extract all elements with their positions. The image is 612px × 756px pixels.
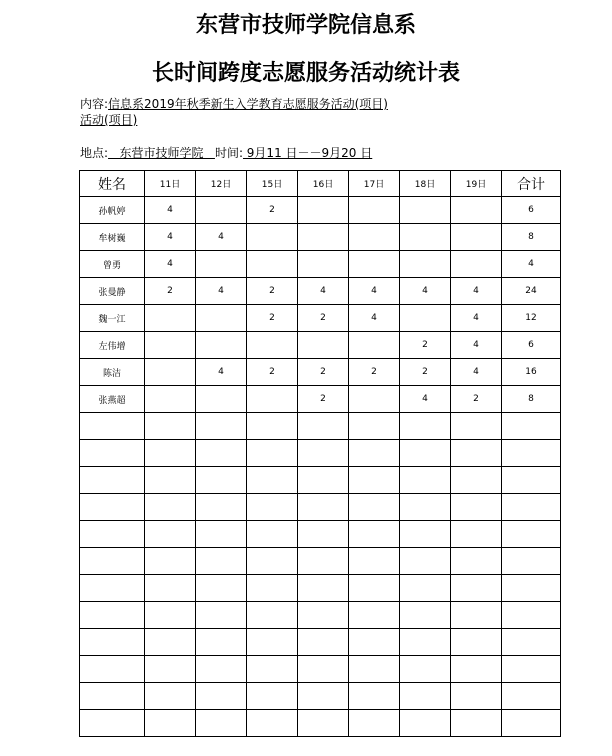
hours-cell (145, 332, 196, 359)
hours-cell (196, 548, 247, 575)
hours-cell: 4 (451, 359, 502, 386)
hours-cell (196, 467, 247, 494)
name-cell (80, 467, 145, 494)
table-row (80, 413, 561, 440)
hours-cell (196, 710, 247, 737)
total-cell: 8 (502, 224, 561, 251)
table-row (80, 710, 561, 737)
name-cell: 陈洁 (80, 359, 145, 386)
hours-cell (400, 602, 451, 629)
hours-cell (349, 440, 400, 467)
hours-cell (400, 251, 451, 278)
table-row (80, 683, 561, 710)
time-label: 时间: (214, 146, 243, 160)
hours-cell (451, 224, 502, 251)
hours-cell (247, 548, 298, 575)
hours-cell (145, 494, 196, 521)
hours-cell (298, 413, 349, 440)
hours-cell (400, 575, 451, 602)
hours-cell (349, 575, 400, 602)
hours-cell (196, 413, 247, 440)
table-row (80, 656, 561, 683)
hours-cell (196, 197, 247, 224)
hours-cell: 4 (196, 278, 247, 305)
hours-cell (400, 521, 451, 548)
hours-cell (196, 440, 247, 467)
hours-cell (298, 575, 349, 602)
hours-cell (451, 656, 502, 683)
hours-cell (298, 251, 349, 278)
table-row (80, 467, 561, 494)
hours-cell (349, 548, 400, 575)
hours-cell: 2 (145, 278, 196, 305)
table-row (80, 521, 561, 548)
hours-cell (400, 710, 451, 737)
name-cell (80, 521, 145, 548)
total-cell: 4 (502, 251, 561, 278)
column-header: 15日 (247, 171, 298, 197)
hours-cell (451, 251, 502, 278)
hours-cell (400, 656, 451, 683)
hours-cell (145, 629, 196, 656)
table-row (80, 494, 561, 521)
hours-cell (349, 494, 400, 521)
table-row (80, 359, 561, 386)
hours-cell (247, 629, 298, 656)
hours-cell (145, 413, 196, 440)
hours-cell (145, 548, 196, 575)
column-header: 合计 (502, 171, 561, 197)
hours-cell (247, 332, 298, 359)
hours-cell (400, 494, 451, 521)
name-cell: 左伟增 (80, 332, 145, 359)
total-cell (502, 440, 561, 467)
hours-cell (298, 710, 349, 737)
name-cell (80, 494, 145, 521)
hours-cell (349, 386, 400, 413)
hours-cell (349, 602, 400, 629)
hours-cell (145, 386, 196, 413)
hours-cell (451, 710, 502, 737)
hours-cell (145, 440, 196, 467)
hours-cell (400, 629, 451, 656)
hours-cell (400, 467, 451, 494)
hours-cell (451, 629, 502, 656)
name-cell (80, 548, 145, 575)
name-cell: 张曼静 (80, 278, 145, 305)
hours-cell (298, 656, 349, 683)
hours-cell (298, 332, 349, 359)
hours-cell (145, 305, 196, 332)
hours-cell (298, 197, 349, 224)
hours-cell (196, 251, 247, 278)
time-value: 9月11 日－－9月20 日 (242, 146, 373, 160)
total-cell (502, 494, 561, 521)
column-header: 12日 (196, 171, 247, 197)
total-cell (502, 467, 561, 494)
hours-cell (451, 521, 502, 548)
column-header: 16日 (298, 171, 349, 197)
name-cell (80, 656, 145, 683)
hours-cell (298, 521, 349, 548)
hours-cell (400, 224, 451, 251)
table-row (80, 197, 561, 224)
hours-cell (298, 494, 349, 521)
name-cell (80, 413, 145, 440)
content-field (80, 96, 580, 128)
name-cell: 曾勇 (80, 251, 145, 278)
total-cell (502, 683, 561, 710)
table-row (80, 575, 561, 602)
hours-cell: 2 (400, 359, 451, 386)
hours-cell (247, 494, 298, 521)
name-cell (80, 440, 145, 467)
hours-cell (247, 386, 298, 413)
name-cell: 张燕超 (80, 386, 145, 413)
total-cell (502, 602, 561, 629)
table-row (80, 251, 561, 278)
hours-cell: 4 (400, 278, 451, 305)
hours-cell (298, 467, 349, 494)
hours-cell (451, 197, 502, 224)
table-header-row (80, 171, 561, 197)
hours-cell (298, 602, 349, 629)
total-cell: 12 (502, 305, 561, 332)
hours-cell (196, 305, 247, 332)
hours-cell (145, 683, 196, 710)
hours-cell: 2 (247, 197, 298, 224)
hours-cell: 2 (247, 305, 298, 332)
hours-cell (247, 521, 298, 548)
hours-cell (451, 440, 502, 467)
hours-cell (196, 386, 247, 413)
volunteer-stats-table (79, 170, 561, 737)
hours-cell (247, 224, 298, 251)
hours-cell: 2 (247, 359, 298, 386)
total-cell: 8 (502, 386, 561, 413)
hours-cell (196, 629, 247, 656)
content-label: 内容: (80, 97, 109, 111)
hours-cell (196, 494, 247, 521)
name-cell: 魏一江 (80, 305, 145, 332)
column-header: 11日 (145, 171, 196, 197)
place-label: 地点: (80, 146, 109, 160)
hours-cell (196, 602, 247, 629)
total-cell: 16 (502, 359, 561, 386)
hours-cell (196, 332, 247, 359)
hours-cell (145, 656, 196, 683)
hours-cell (400, 440, 451, 467)
hours-cell (298, 683, 349, 710)
hours-cell: 4 (451, 305, 502, 332)
hours-cell (349, 629, 400, 656)
hours-cell (247, 467, 298, 494)
hours-cell (247, 413, 298, 440)
hours-cell (145, 467, 196, 494)
hours-cell (349, 224, 400, 251)
hours-cell (196, 521, 247, 548)
total-cell (502, 413, 561, 440)
content-value-line2: 活动(项目) (80, 113, 138, 127)
table-row (80, 602, 561, 629)
hours-cell (145, 602, 196, 629)
hours-cell: 4 (349, 278, 400, 305)
table-row (80, 224, 561, 251)
name-cell (80, 575, 145, 602)
hours-cell (451, 548, 502, 575)
hours-cell (247, 710, 298, 737)
hours-cell (145, 521, 196, 548)
place-time-field (80, 144, 372, 161)
hours-cell (298, 629, 349, 656)
hours-cell (145, 575, 196, 602)
hours-cell: 4 (298, 278, 349, 305)
hours-cell: 4 (145, 197, 196, 224)
hours-cell (247, 683, 298, 710)
hours-cell (451, 467, 502, 494)
column-header: 19日 (451, 171, 502, 197)
hours-cell: 4 (349, 305, 400, 332)
hours-cell (349, 521, 400, 548)
hours-cell (247, 251, 298, 278)
hours-cell (298, 548, 349, 575)
table-row (80, 332, 561, 359)
hours-cell (400, 413, 451, 440)
content-value-line1: 信息系2019年秋季新生入学教育志愿服务活动(项目) (108, 97, 388, 111)
hours-cell (451, 413, 502, 440)
page-subtitle: 长时间跨度志愿服务活动统计表 (151, 60, 460, 86)
total-cell (502, 548, 561, 575)
hours-cell: 4 (196, 359, 247, 386)
table-row (80, 386, 561, 413)
total-cell: 6 (502, 197, 561, 224)
hours-cell (349, 683, 400, 710)
hours-cell: 4 (196, 224, 247, 251)
hours-cell (247, 602, 298, 629)
total-cell (502, 710, 561, 737)
total-cell: 24 (502, 278, 561, 305)
place-value: 东营市技师学院 (108, 146, 215, 160)
name-cell (80, 683, 145, 710)
name-cell (80, 629, 145, 656)
hours-cell (298, 224, 349, 251)
table-row (80, 548, 561, 575)
hours-cell: 2 (400, 332, 451, 359)
hours-cell (196, 656, 247, 683)
hours-cell: 4 (145, 224, 196, 251)
hours-cell (400, 683, 451, 710)
hours-cell (196, 683, 247, 710)
hours-cell (349, 413, 400, 440)
hours-cell: 4 (451, 332, 502, 359)
hours-cell (451, 602, 502, 629)
name-cell: 牟树巍 (80, 224, 145, 251)
hours-cell (400, 197, 451, 224)
hours-cell (451, 683, 502, 710)
hours-cell: 2 (247, 278, 298, 305)
hours-cell (349, 251, 400, 278)
hours-cell (247, 440, 298, 467)
hours-cell (451, 494, 502, 521)
hours-cell (349, 710, 400, 737)
hours-cell: 4 (400, 386, 451, 413)
hours-cell: 2 (451, 386, 502, 413)
table-row (80, 278, 561, 305)
hours-cell: 2 (298, 359, 349, 386)
hours-cell (349, 332, 400, 359)
hours-cell (400, 548, 451, 575)
hours-cell (247, 575, 298, 602)
hours-cell (451, 575, 502, 602)
name-cell (80, 710, 145, 737)
hours-cell (196, 575, 247, 602)
hours-cell (349, 197, 400, 224)
hours-cell (400, 305, 451, 332)
hours-cell (349, 467, 400, 494)
name-cell (80, 602, 145, 629)
table-row (80, 629, 561, 656)
table-row (80, 440, 561, 467)
total-cell: 6 (502, 332, 561, 359)
total-cell (502, 629, 561, 656)
hours-cell: 2 (349, 359, 400, 386)
hours-cell: 4 (145, 251, 196, 278)
column-header: 17日 (349, 171, 400, 197)
total-cell (502, 575, 561, 602)
hours-cell (247, 656, 298, 683)
hours-cell: 2 (298, 386, 349, 413)
hours-cell: 4 (451, 278, 502, 305)
column-header: 姓名 (80, 171, 145, 197)
page-title: 东营市技师学院信息系 (195, 12, 416, 38)
total-cell (502, 521, 561, 548)
column-header: 18日 (400, 171, 451, 197)
hours-cell (145, 359, 196, 386)
name-cell: 孙帆婷 (80, 197, 145, 224)
table-row (80, 305, 561, 332)
hours-cell (298, 440, 349, 467)
hours-cell (349, 656, 400, 683)
total-cell (502, 656, 561, 683)
hours-cell: 2 (298, 305, 349, 332)
hours-cell (145, 710, 196, 737)
